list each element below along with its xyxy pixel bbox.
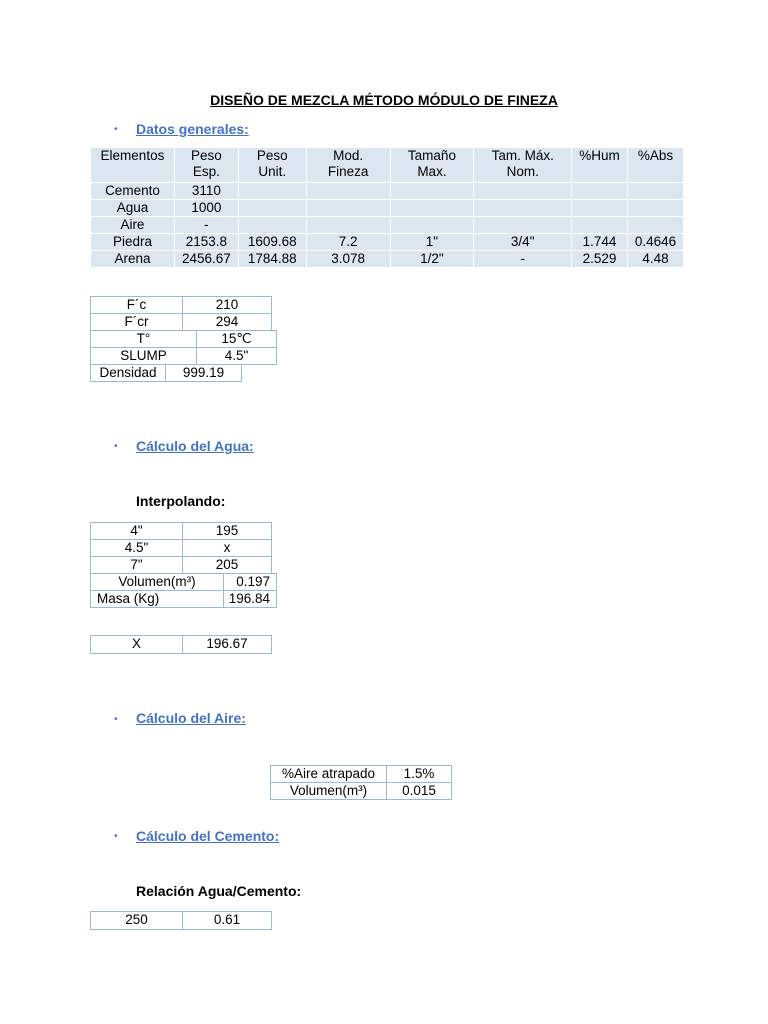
table-cell: Cemento <box>91 183 175 200</box>
table-cell: Aire <box>91 217 175 234</box>
table-cell: 1.744 <box>572 234 628 251</box>
table-cell <box>474 217 572 234</box>
bullet-icon: • <box>114 441 118 452</box>
section-calculo-cemento: Cálculo del Cemento: <box>136 828 280 844</box>
table-row <box>91 183 684 200</box>
interp-cell: 195 <box>182 522 272 540</box>
section-datos-generales: Datos generales: <box>136 121 249 137</box>
table-cell: 1" <box>390 234 474 251</box>
relacion-cell-a: 250 <box>90 911 183 930</box>
table-cell: 3.078 <box>306 251 390 268</box>
slump-label: SLUMP <box>90 347 197 365</box>
bullet-icon: • <box>114 124 118 135</box>
table-cell <box>306 217 390 234</box>
interp-cell: 4.5" <box>90 539 183 557</box>
table-cell: 1609.68 <box>238 234 306 251</box>
header-tam-max-nom: Tam. Máx. Nom. <box>474 148 572 183</box>
table-cell <box>306 183 390 200</box>
table-cell: - <box>474 251 572 268</box>
interp-cell: 205 <box>182 556 272 574</box>
table-cell: 2153.8 <box>174 234 238 251</box>
table-cell <box>238 217 306 234</box>
volumen-value: 0.197 <box>223 573 277 591</box>
header-peso-unit: Peso Unit. <box>238 148 306 183</box>
header-peso-esp: Peso Esp. <box>174 148 238 183</box>
table-cell: 1000 <box>174 200 238 217</box>
table-cell: 1/2" <box>390 251 474 268</box>
table-cell <box>390 183 474 200</box>
interp-cell: 4" <box>90 522 183 540</box>
table-cell <box>474 200 572 217</box>
page-title: DISEÑO DE MEZCLA MÉTODO MÓDULO DE FINEZA <box>210 92 558 108</box>
volumen-label: Volumen(m³) <box>90 573 224 591</box>
table-row <box>91 234 684 251</box>
table-row <box>91 200 684 217</box>
header-mod-fineza: Mod. Fineza <box>306 148 390 183</box>
masa-label: Masa (Kg) <box>90 590 224 608</box>
densidad-value: 999.19 <box>165 364 242 382</box>
fc-value: 210 <box>182 296 272 314</box>
x-label: X <box>90 635 183 654</box>
table-cell: - <box>174 217 238 234</box>
aire-pct-label: %Aire atrapado <box>270 765 387 783</box>
table-cell <box>572 183 628 200</box>
header-hum: %Hum <box>572 148 628 183</box>
subhead-relacion: Relación Agua/Cemento: <box>136 883 302 899</box>
slump-value: 4.5" <box>196 347 277 365</box>
table-cell: 4.48 <box>627 251 683 268</box>
table-cell: 2456.67 <box>174 251 238 268</box>
datos-generales-table <box>90 147 684 268</box>
table-row <box>91 217 684 234</box>
fcr-value: 294 <box>182 313 272 331</box>
bullet-icon: • <box>114 831 118 842</box>
table-cell <box>390 200 474 217</box>
table-cell: 3110 <box>174 183 238 200</box>
header-abs: %Abs <box>627 148 683 183</box>
header-elementos: Elementos <box>91 148 175 183</box>
aire-vol-label: Volumen(m³) <box>270 782 387 800</box>
table-cell: 0.4646 <box>627 234 683 251</box>
section-calculo-aire: Cálculo del Aire: <box>136 710 246 726</box>
table-header-row <box>91 148 684 183</box>
temp-value: 15℃ <box>196 330 277 348</box>
interp-cell: x <box>182 539 272 557</box>
header-tamano-max: Tamaño Max. <box>390 148 474 183</box>
table-cell <box>306 200 390 217</box>
table-cell: 3/4" <box>474 234 572 251</box>
x-value: 196.67 <box>182 635 272 654</box>
table-cell <box>474 183 572 200</box>
subhead-interpolando: Interpolando: <box>136 493 226 509</box>
fc-label: F´c <box>90 296 183 314</box>
table-cell: 1784.88 <box>238 251 306 268</box>
table-cell <box>627 217 683 234</box>
table-cell <box>627 183 683 200</box>
table-row <box>91 251 684 268</box>
table-cell: Piedra <box>91 234 175 251</box>
table-cell <box>390 217 474 234</box>
relacion-cell-b: 0.61 <box>182 911 272 930</box>
temp-label: T° <box>90 330 197 348</box>
table-cell <box>238 183 306 200</box>
table-cell: 2.529 <box>572 251 628 268</box>
aire-vol-value: 0.015 <box>386 782 452 800</box>
table-cell: Arena <box>91 251 175 268</box>
section-calculo-agua: Cálculo del Agua: <box>136 438 254 454</box>
table-cell <box>627 200 683 217</box>
aire-pct-value: 1.5% <box>386 765 452 783</box>
interp-cell: 7" <box>90 556 183 574</box>
table-cell: Agua <box>91 200 175 217</box>
masa-value: 196.84 <box>223 590 277 608</box>
table-cell: 7.2 <box>306 234 390 251</box>
table-cell <box>238 200 306 217</box>
table-cell <box>572 217 628 234</box>
table-cell <box>572 200 628 217</box>
densidad-label: Densidad <box>90 364 166 382</box>
bullet-icon: • <box>114 714 118 725</box>
fcr-label: F´cr <box>90 313 183 331</box>
